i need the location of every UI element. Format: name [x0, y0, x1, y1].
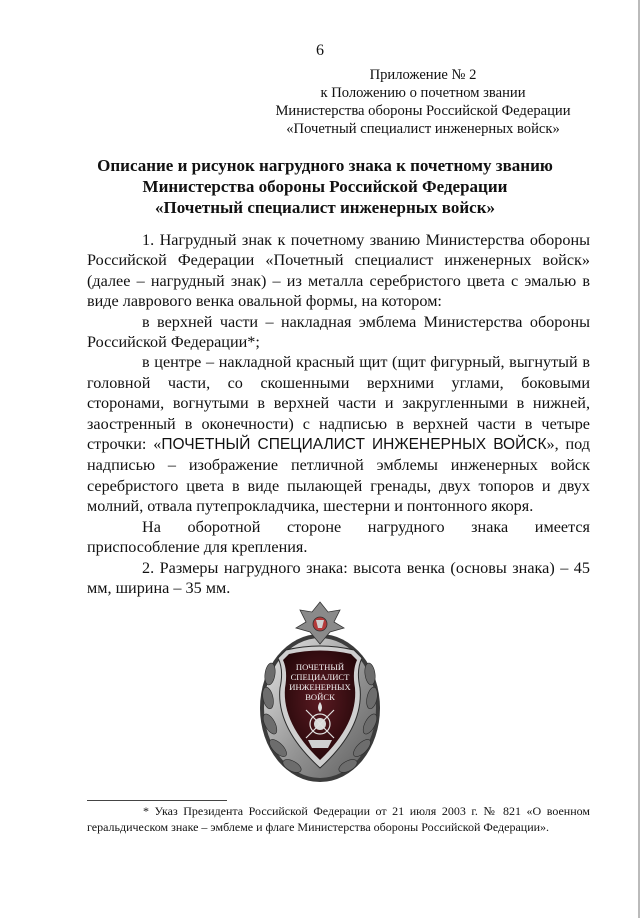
paragraph-1: 1. Нагрудный знак к почетному званию Министерства обороны Российской Федерации «Почетный специалист инженерных войск» (далее – нагрудный знак) – из металла серебристого цвета с эмалью в виде лаврового венка овальной формы, на котором:	[87, 231, 590, 311]
page-number: 6	[316, 42, 324, 59]
paragraph-2: в верхней части – накладная эмблема Министерства обороны Российской Федерации*;	[87, 312, 590, 352]
appendix-line-4: «Почетный специалист инженерных войск»	[286, 121, 560, 137]
document-title	[60, 155, 590, 218]
badge-text-line-3: ИНЖЕНЕРНЫХ	[289, 682, 351, 692]
appendix-line-1: Приложение № 2	[369, 67, 477, 83]
document-body	[87, 230, 590, 598]
badge-text-line-4: ВОЙСК	[305, 692, 335, 702]
title-line-2: Министерства обороны Российской Федерации	[142, 177, 508, 196]
paragraph-4: На оборотной стороне нагрудного знака имеется приспособление для крепления.	[87, 517, 590, 557]
appendix-header	[258, 66, 588, 138]
paragraph-3	[87, 352, 590, 516]
title-line-3: «Почетный специалист инженерных войск»	[154, 198, 496, 217]
paragraph-3-end: », под надписью – изображение петличной эмблемы инженерных войск серебристого цвета в виде пылающей гренады, двух топоров и двух молний, отвала путепрокладчика, шестерни и понтонного якоря.	[87, 435, 590, 516]
badge-image	[256, 598, 384, 786]
paragraph-3-start: в центре – накладной красный щит (щит фигурный, выгнутый в головной части, со скошенными верхними углами, боковыми сторонами, вогнутыми в верхней части и закругленными в нижней, заостренный в оконечности) с надписью в верхней части в четыре строчки: «	[87, 353, 590, 454]
title-line-1: Описание и рисунок нагрудного знака к почетному званию	[97, 156, 553, 175]
badge-text-line-1: ПОЧЕТНЫЙ	[295, 662, 345, 672]
footnote-rule	[87, 800, 227, 801]
badge-inscription-quote: ПОЧЕТНЫЙ СПЕЦИАЛИСТ ИНЖЕНЕРНЫХ ВОЙСК	[161, 436, 547, 454]
footnote	[87, 803, 590, 835]
paragraph-5: 2. Размеры нагрудного знака: высота венка (основы знака) – 45 мм, ширина – 35 мм.	[87, 558, 590, 597]
badge-text-line-2: СПЕЦИАЛИСТ	[290, 672, 350, 682]
footnote-text: * Указ Президента Российской Федерации от 21 июля 2003 г. № 821 «О военном геральдическом знаке – эмблеме и флаге Министерства обороны Российской Федерации».	[87, 804, 590, 834]
appendix-line-2: к Положению о почетном звании	[320, 85, 526, 101]
appendix-line-3: Министерства обороны Российской Федерации	[275, 103, 571, 119]
